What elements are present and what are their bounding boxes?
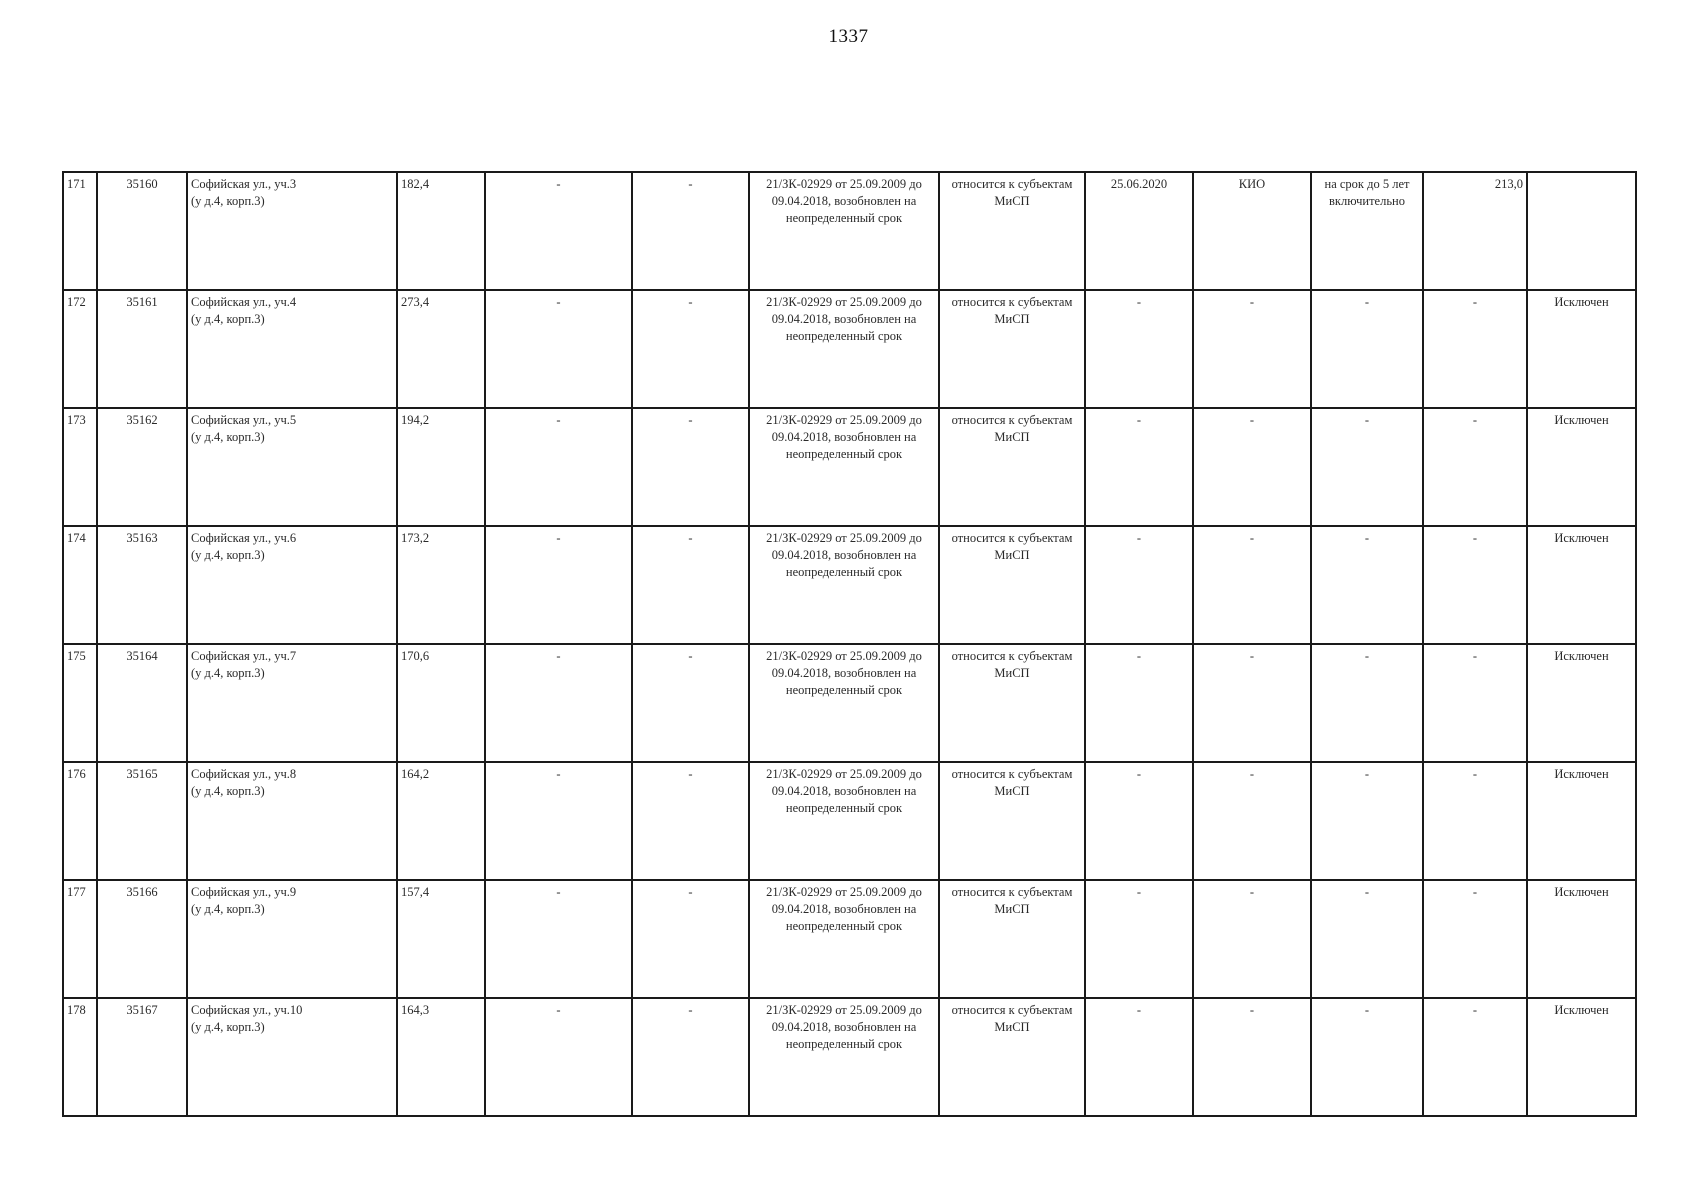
address-line-1: Софийская ул., уч.8 [191,767,297,781]
smsp-status: относится к субъектам МиСП [939,762,1085,880]
contract-details: 21/ЗК-02929 от 25.09.2009 до 09.04.2018, возобновлен на неопределенный срок [749,998,939,1116]
address-line-2: (у д.4, корп.3) [191,194,265,208]
row-number: 175 [63,644,97,762]
table-row [63,762,1636,880]
lease-term: - [1311,880,1423,998]
authority: - [1193,644,1311,762]
contract-details: 21/ЗК-02929 от 25.09.2009 до 09.04.2018, возобновлен на неопределенный срок [749,762,939,880]
object-code: 35162 [97,408,187,526]
contract-details: 21/ЗК-02929 от 25.09.2009 до 09.04.2018, возобновлен на неопределенный срок [749,408,939,526]
address-line-1: Софийская ул., уч.10 [191,1003,303,1017]
smsp-status: относится к субъектам МиСП [939,644,1085,762]
table-row [63,290,1636,408]
page-number: 1337 [828,26,869,47]
decision-date: - [1085,408,1193,526]
address-line-1: Софийская ул., уч.6 [191,531,297,545]
contract-details: 21/ЗК-02929 от 25.09.2009 до 09.04.2018, возобновлен на неопределенный срок [749,172,939,290]
table-row [63,172,1636,290]
object-address [187,290,397,408]
object-code: 35165 [97,762,187,880]
smsp-status: относится к субъектам МиСП [939,998,1085,1116]
exclusion-status: Исключен [1527,762,1636,880]
object-code: 35161 [97,290,187,408]
address-line-2: (у д.4, корп.3) [191,548,265,562]
address-line-2: (у д.4, корп.3) [191,312,265,326]
address-line-1: Софийская ул., уч.7 [191,649,297,663]
object-address [187,762,397,880]
cell-col5: - [485,526,632,644]
address-line-2: (у д.4, корп.3) [191,430,265,444]
row-number: 178 [63,998,97,1116]
value-cell: - [1423,290,1527,408]
register-table [62,171,1637,1117]
table-row [63,408,1636,526]
lease-term: - [1311,290,1423,408]
decision-date: - [1085,762,1193,880]
value-cell: - [1423,880,1527,998]
smsp-status: относится к субъектам МиСП [939,172,1085,290]
cell-col6: - [632,172,749,290]
decision-date: - [1085,998,1193,1116]
value-cell: - [1423,526,1527,644]
row-number: 173 [63,408,97,526]
object-area: 164,2 [397,762,485,880]
object-address [187,408,397,526]
authority: - [1193,998,1311,1116]
object-code: 35160 [97,172,187,290]
lease-term: - [1311,526,1423,644]
object-area: 273,4 [397,290,485,408]
lease-term: - [1311,762,1423,880]
row-number: 177 [63,880,97,998]
object-code: 35163 [97,526,187,644]
contract-details: 21/ЗК-02929 от 25.09.2009 до 09.04.2018, возобновлен на неопределенный срок [749,526,939,644]
authority: КИО [1193,172,1311,290]
address-line-1: Софийская ул., уч.3 [191,177,297,191]
smsp-status: относится к субъектам МиСП [939,290,1085,408]
decision-date: 25.06.2020 [1085,172,1193,290]
cell-col5: - [485,644,632,762]
lease-term: - [1311,644,1423,762]
value-cell: - [1423,644,1527,762]
address-line-2: (у д.4, корп.3) [191,784,265,798]
contract-details: 21/ЗК-02929 от 25.09.2009 до 09.04.2018, возобновлен на неопределенный срок [749,644,939,762]
authority: - [1193,526,1311,644]
value-cell: - [1423,408,1527,526]
row-number: 171 [63,172,97,290]
address-line-2: (у д.4, корп.3) [191,1020,265,1034]
cell-col5: - [485,290,632,408]
object-address [187,526,397,644]
cell-col5: - [485,880,632,998]
exclusion-status: Исключен [1527,880,1636,998]
object-area: 157,4 [397,880,485,998]
exclusion-status: Исключен [1527,644,1636,762]
decision-date: - [1085,880,1193,998]
decision-date: - [1085,644,1193,762]
cell-col6: - [632,290,749,408]
lease-term: на срок до 5 лет включительно [1311,172,1423,290]
address-line-2: (у д.4, корп.3) [191,902,265,916]
authority: - [1193,290,1311,408]
object-address [187,998,397,1116]
cell-col6: - [632,526,749,644]
object-area: 182,4 [397,172,485,290]
exclusion-status: Исключен [1527,526,1636,644]
contract-details: 21/ЗК-02929 от 25.09.2009 до 09.04.2018, возобновлен на неопределенный срок [749,290,939,408]
decision-date: - [1085,290,1193,408]
cell-col5: - [485,172,632,290]
row-number: 174 [63,526,97,644]
cell-col6: - [632,880,749,998]
object-code: 35166 [97,880,187,998]
object-code: 35164 [97,644,187,762]
cell-col5: - [485,408,632,526]
contract-details: 21/ЗК-02929 от 25.09.2009 до 09.04.2018, возобновлен на неопределенный срок [749,880,939,998]
value-cell: - [1423,998,1527,1116]
value-cell: 213,0 [1423,172,1527,290]
exclusion-status: Исключен [1527,408,1636,526]
cell-col5: - [485,762,632,880]
decision-date: - [1085,526,1193,644]
exclusion-status [1527,172,1636,290]
address-line-1: Софийская ул., уч.4 [191,295,297,309]
object-address [187,172,397,290]
address-line-1: Софийская ул., уч.5 [191,413,297,427]
authority: - [1193,408,1311,526]
table-row [63,644,1636,762]
object-area: 194,2 [397,408,485,526]
object-area: 164,3 [397,998,485,1116]
table-row [63,880,1636,998]
lease-term: - [1311,408,1423,526]
smsp-status: относится к субъектам МиСП [939,880,1085,998]
address-line-2: (у д.4, корп.3) [191,666,265,680]
authority: - [1193,762,1311,880]
table-row [63,526,1636,644]
smsp-status: относится к субъектам МиСП [939,408,1085,526]
lease-term: - [1311,998,1423,1116]
authority: - [1193,880,1311,998]
cell-col6: - [632,644,749,762]
cell-col6: - [632,408,749,526]
object-address [187,644,397,762]
cell-col6: - [632,998,749,1116]
object-code: 35167 [97,998,187,1116]
smsp-status: относится к субъектам МиСП [939,526,1085,644]
exclusion-status: Исключен [1527,290,1636,408]
cell-col5: - [485,998,632,1116]
row-number: 172 [63,290,97,408]
object-area: 173,2 [397,526,485,644]
table-row [63,998,1636,1116]
address-line-1: Софийская ул., уч.9 [191,885,297,899]
value-cell: - [1423,762,1527,880]
cell-col6: - [632,762,749,880]
exclusion-status: Исключен [1527,998,1636,1116]
object-area: 170,6 [397,644,485,762]
object-address [187,880,397,998]
row-number: 176 [63,762,97,880]
